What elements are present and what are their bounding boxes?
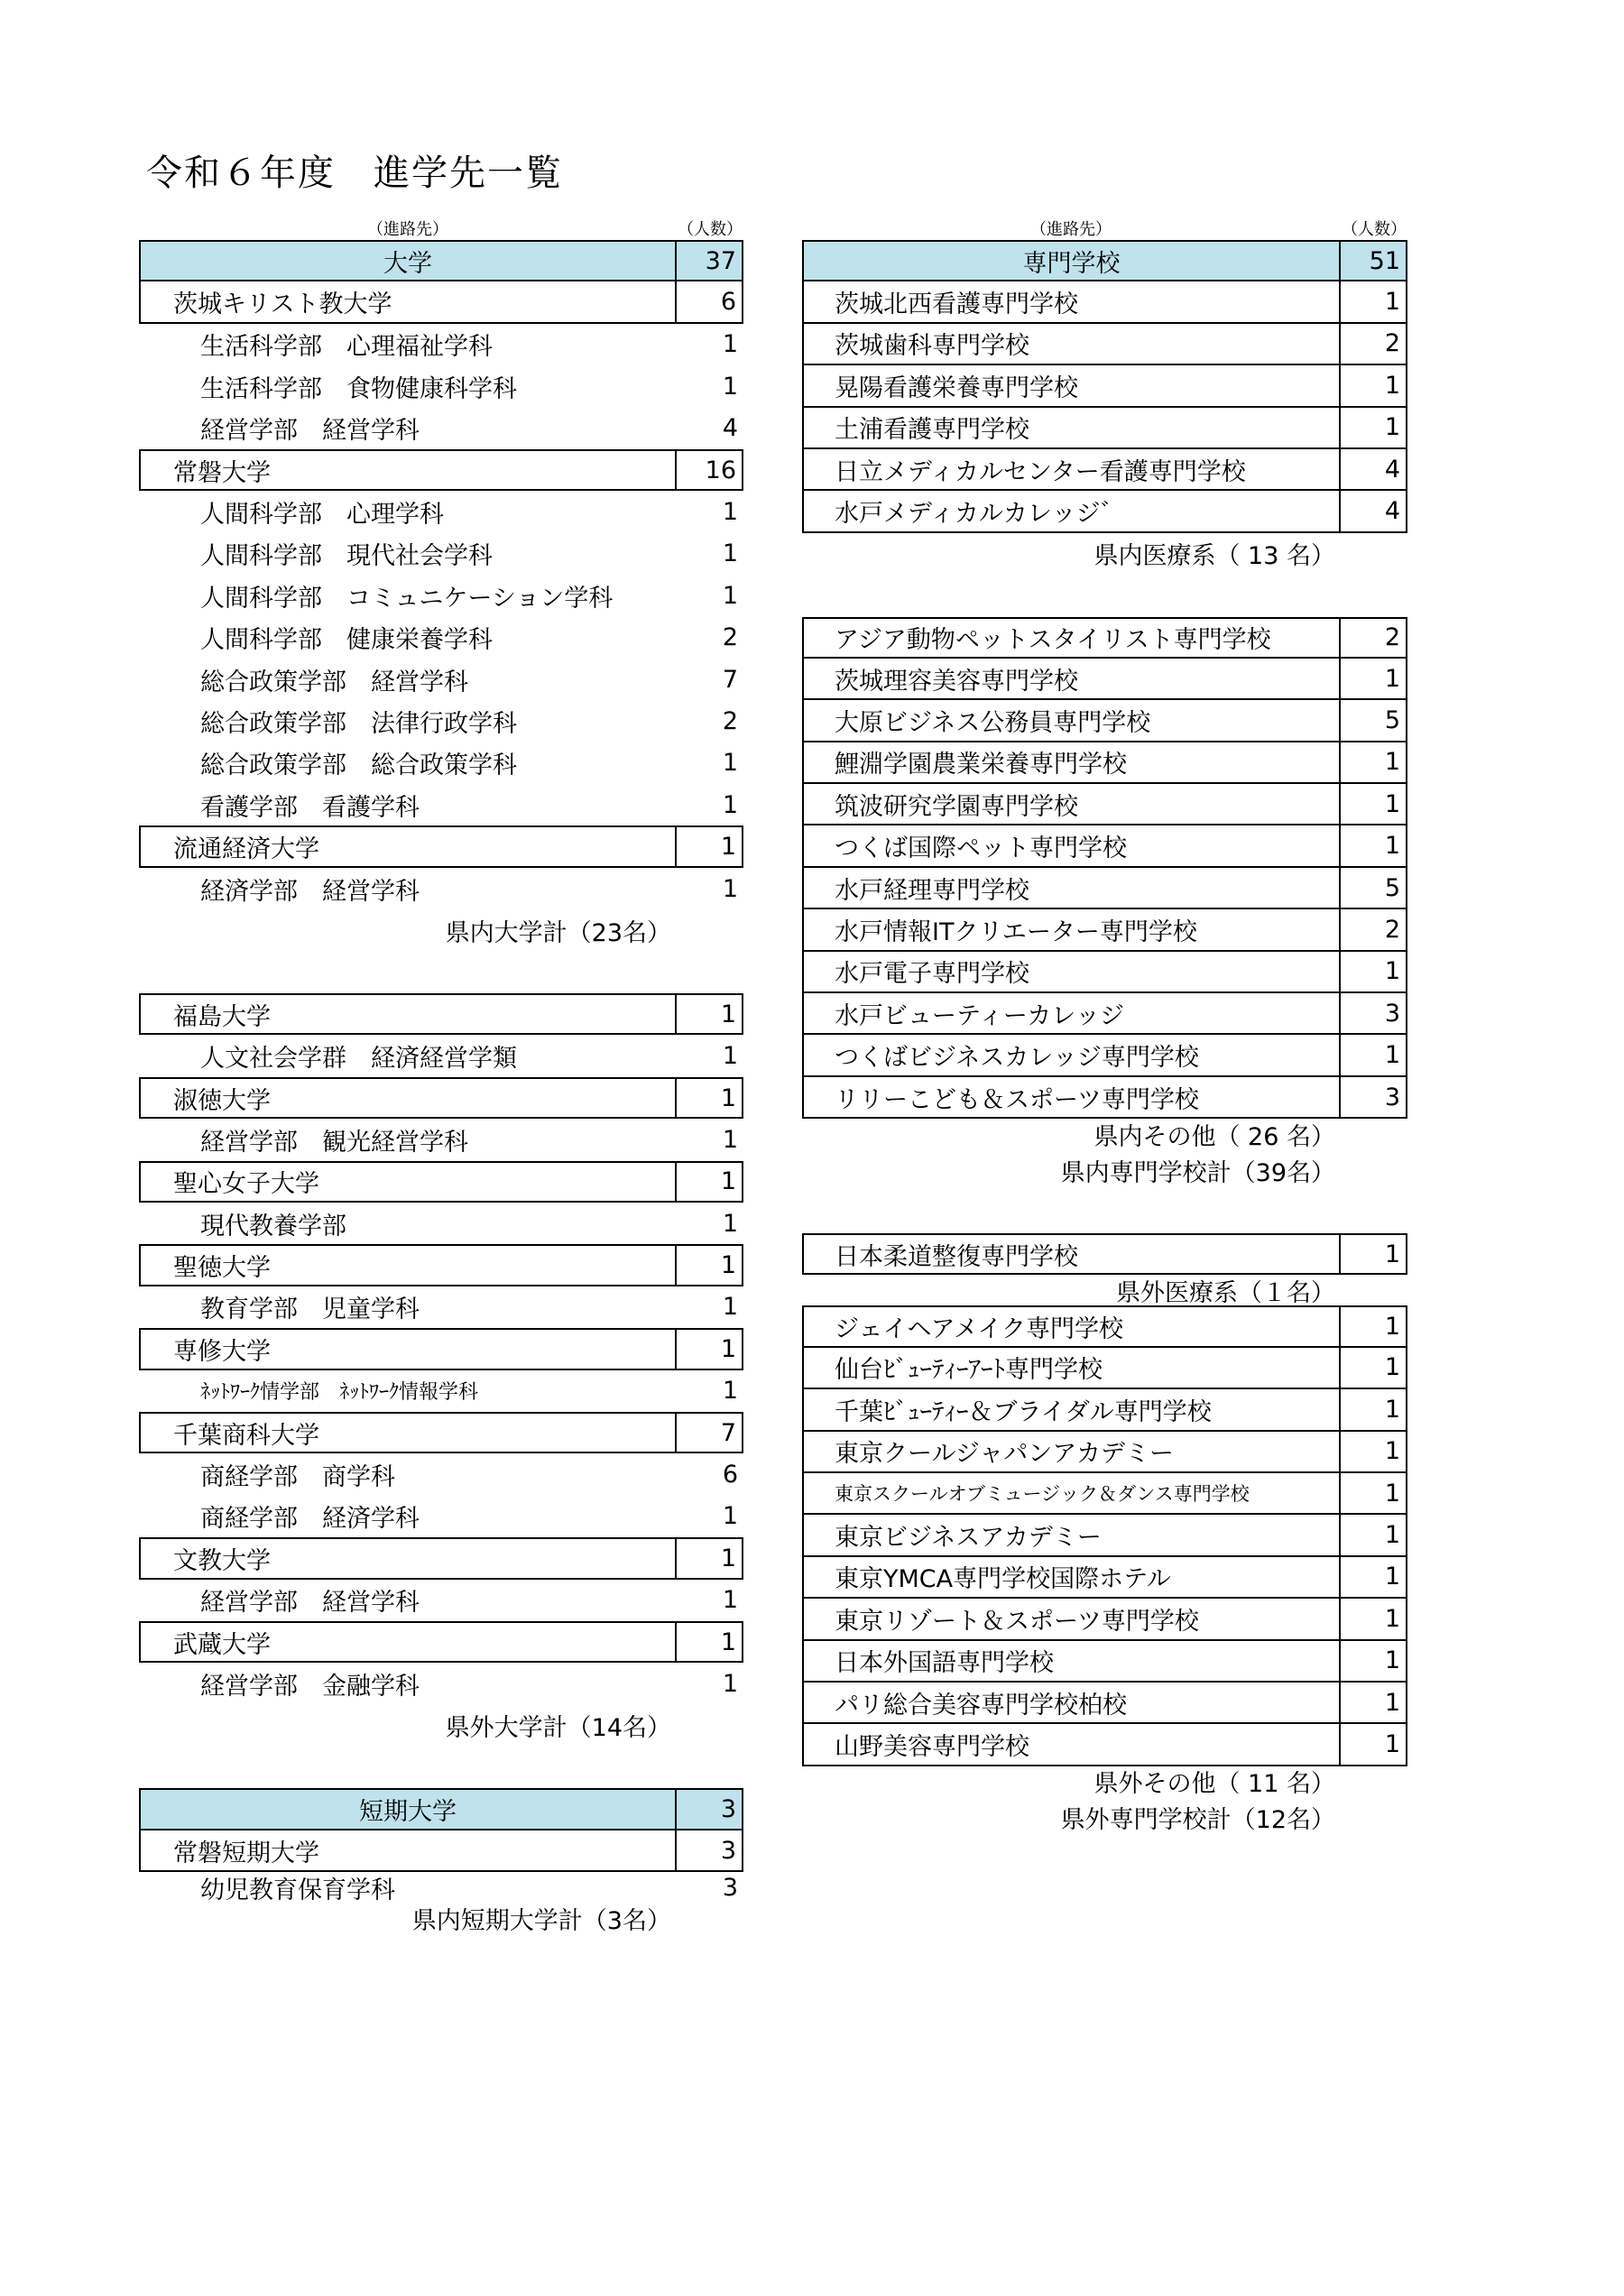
student-count: 1 xyxy=(675,1539,742,1577)
school-row xyxy=(139,1621,743,1663)
department-name: 人間科学部 現代社会学科 xyxy=(200,542,493,571)
department-name: 経営学部 金融学科 xyxy=(200,1672,420,1701)
school-name: 日本柔道整復専門学校 xyxy=(835,1242,1078,1271)
school-row xyxy=(802,993,1407,1035)
student-count: 1 xyxy=(722,749,738,778)
school-row xyxy=(802,909,1407,951)
student-count: 5 xyxy=(1339,868,1406,908)
school-row xyxy=(802,1305,1407,1347)
school-row xyxy=(802,617,1407,659)
department-name: 幼児教育保育学科 xyxy=(200,1876,395,1904)
department-name: 経済学部 経営学科 xyxy=(200,877,420,906)
student-count: 1 xyxy=(1339,659,1406,698)
student-count: 51 xyxy=(1339,242,1406,280)
school-name: 鯉淵学園農業栄養専門学校 xyxy=(835,751,1127,779)
student-count: 2 xyxy=(722,623,738,652)
school-name: 日本外国語専門学校 xyxy=(835,1649,1054,1678)
department-row xyxy=(139,617,743,659)
student-count: 6 xyxy=(722,1461,738,1489)
department-name: 商経学部 商学科 xyxy=(200,1463,395,1492)
school-row xyxy=(802,742,1407,784)
subtotal-label xyxy=(139,1705,743,1747)
student-count: 7 xyxy=(675,1414,742,1452)
school-row xyxy=(139,1077,743,1119)
school-name: 東京クールジャパンアカデミー xyxy=(835,1440,1174,1469)
department-row xyxy=(139,742,743,784)
school-row xyxy=(802,408,1407,449)
school-row xyxy=(802,281,1407,323)
subtotal-label xyxy=(802,1275,1407,1305)
school-row xyxy=(802,784,1407,825)
student-count: 1 xyxy=(722,1293,738,1322)
student-count: 1 xyxy=(675,1079,742,1117)
school-name: 常磐短期大学 xyxy=(173,1839,319,1867)
school-row xyxy=(802,1724,1407,1766)
subtotal-label xyxy=(802,1797,1407,1839)
school-name: リリーこども＆スポーツ専門学校 xyxy=(835,1085,1199,1114)
spacer xyxy=(139,1747,743,1788)
school-row xyxy=(802,1641,1407,1683)
school-name: 聖徳大学 xyxy=(173,1254,271,1283)
category-name: 大学 xyxy=(383,249,432,278)
school-row xyxy=(139,281,743,323)
school-row xyxy=(802,491,1407,532)
school-name: パリ総合美容専門学校柏校 xyxy=(835,1691,1127,1720)
school-row xyxy=(139,1412,743,1453)
school-name: 常磐大学 xyxy=(173,458,271,487)
header-count: （人数） xyxy=(678,220,743,239)
school-row xyxy=(802,952,1407,993)
school-row xyxy=(802,1348,1407,1389)
school-row xyxy=(802,1432,1407,1473)
department-row xyxy=(139,1496,743,1537)
school-name: 東京ビジネスアカデミー xyxy=(835,1524,1102,1553)
school-name: 千葉ﾋﾞｭｰﾃｨｰ＆ブライダル専門学校 xyxy=(835,1397,1212,1426)
department-row xyxy=(139,408,743,449)
subtotal-text: 県外その他（ 11 名） xyxy=(1093,1770,1335,1799)
school-name: 山野美容専門学校 xyxy=(835,1732,1029,1761)
department-row xyxy=(139,1035,743,1076)
department-row xyxy=(139,1872,743,1903)
school-name: 大原ビジネス公務員専門学校 xyxy=(835,708,1151,737)
department-row xyxy=(139,1370,743,1412)
department-row xyxy=(139,1453,743,1495)
department-name: 人間科学部 健康栄養学科 xyxy=(200,626,493,655)
school-name: 日立メディカルセンター看護専門学校 xyxy=(835,457,1246,486)
column-header xyxy=(802,213,1407,240)
school-row xyxy=(802,825,1407,867)
school-name: 東京スクールオブミュージック＆ダンス専門学校 xyxy=(835,1483,1250,1506)
school-row xyxy=(802,659,1407,700)
school-name: 水戸経理専門学校 xyxy=(835,876,1029,905)
subtotal-text: 県内その他（ 26 名） xyxy=(1093,1122,1335,1151)
school-row xyxy=(802,1077,1407,1119)
column-header xyxy=(139,213,743,240)
school-name: 武蔵大学 xyxy=(173,1630,271,1659)
student-count: 7 xyxy=(722,665,738,694)
department-name: 人間科学部 心理学科 xyxy=(200,501,444,530)
student-count: 1 xyxy=(1339,825,1406,865)
department-name: 現代教養学部 xyxy=(200,1212,346,1240)
student-count: 1 xyxy=(1339,1307,1406,1345)
subtotal-text: 県外医療系（１名） xyxy=(1116,1278,1335,1307)
department-row xyxy=(139,1580,743,1621)
school-name: 水戸メディカルカレッジ゛ xyxy=(835,500,1125,529)
spacer xyxy=(139,952,743,993)
student-count: 3 xyxy=(1339,1077,1406,1117)
student-count: 1 xyxy=(1339,1641,1406,1681)
school-name: アジア動物ペットスタイリスト専門学校 xyxy=(835,626,1271,655)
department-name: 総合政策学部 経営学科 xyxy=(200,668,468,696)
school-name: 茨城理容美容専門学校 xyxy=(835,667,1078,696)
department-row xyxy=(139,1203,743,1244)
student-count: 1 xyxy=(1339,281,1406,321)
category-header xyxy=(139,1788,743,1830)
subtotal-text: 県内専門学校計（39名） xyxy=(1060,1158,1335,1187)
school-name: 淑徳大学 xyxy=(173,1086,271,1115)
student-count: 1 xyxy=(675,1623,742,1661)
department-name: 生活科学部 心理福祉学科 xyxy=(200,333,493,362)
student-count: 1 xyxy=(722,372,738,401)
subtotal-text: 県外大学計（14名） xyxy=(445,1714,671,1743)
student-count: 16 xyxy=(675,451,742,489)
school-name: 晃陽看護栄養専門学校 xyxy=(835,373,1078,402)
department-row xyxy=(139,1663,743,1704)
department-name: 経営学部 経営学科 xyxy=(200,1589,420,1618)
school-name: 茨城北西看護専門学校 xyxy=(835,290,1078,319)
category-name: 専門学校 xyxy=(1022,249,1121,278)
department-name: 人文社会学群 経済経営学類 xyxy=(200,1045,517,1074)
student-count: 1 xyxy=(1339,952,1406,991)
page-title: 令和６年度 進学先一覧 xyxy=(146,152,563,194)
student-count: 4 xyxy=(1339,449,1406,489)
department-row xyxy=(139,659,743,700)
subtotal-label xyxy=(802,1766,1407,1797)
category-name: 短期大学 xyxy=(359,1798,457,1827)
student-count: 1 xyxy=(675,1246,742,1284)
school-row xyxy=(802,1473,1407,1515)
student-count: 3 xyxy=(675,1830,742,1870)
school-row xyxy=(139,1328,743,1369)
subtotal-label xyxy=(139,1903,743,1933)
school-name: つくば国際ペット専門学校 xyxy=(835,834,1127,863)
header-destination: （進路先） xyxy=(367,220,448,239)
school-row xyxy=(139,1244,743,1286)
student-count: 2 xyxy=(1339,909,1406,949)
student-count: 3 xyxy=(1339,993,1406,1033)
student-count: 6 xyxy=(675,281,742,321)
student-count: 1 xyxy=(1339,1389,1406,1429)
student-count: 1 xyxy=(722,539,738,568)
department-row xyxy=(139,491,743,532)
school-row xyxy=(802,1557,1407,1599)
student-count: 2 xyxy=(722,706,738,735)
school-name: 茨城歯科専門学校 xyxy=(835,332,1029,361)
department-row xyxy=(139,784,743,825)
category-header xyxy=(139,240,743,281)
subtotal-text: 県内大学計（23名） xyxy=(445,918,671,947)
student-count: 1 xyxy=(1339,1599,1406,1638)
student-count: 1 xyxy=(675,1163,742,1201)
school-name: つくばビジネスカレッジ専門学校 xyxy=(835,1044,1199,1073)
school-name: 水戸ビューティーカレッジ xyxy=(835,1001,1125,1030)
student-count: 1 xyxy=(1339,408,1406,447)
school-row xyxy=(802,365,1407,407)
student-count: 1 xyxy=(722,1042,738,1071)
department-row xyxy=(139,868,743,909)
school-row xyxy=(139,825,743,867)
student-count: 1 xyxy=(1339,1557,1406,1597)
department-row xyxy=(139,575,743,616)
school-name: 専修大学 xyxy=(173,1337,271,1366)
school-row xyxy=(802,1233,1407,1275)
school-name: 東京リゾート＆スポーツ専門学校 xyxy=(835,1607,1199,1636)
subtotal-label xyxy=(802,533,1407,575)
spacer xyxy=(802,575,1407,616)
student-count: 1 xyxy=(675,827,742,865)
student-count: 1 xyxy=(722,330,738,359)
university-column xyxy=(139,213,743,1933)
student-count: 4 xyxy=(1339,491,1406,530)
department-name: 看護学部 看護学科 xyxy=(200,793,420,822)
school-name: 土浦看護専門学校 xyxy=(835,416,1029,445)
student-count: 1 xyxy=(722,581,738,610)
school-row xyxy=(139,449,743,491)
student-count: 1 xyxy=(722,874,738,903)
school-row xyxy=(802,700,1407,742)
subtotal-label xyxy=(139,909,743,951)
student-count: 1 xyxy=(722,1586,738,1615)
school-row xyxy=(802,1389,1407,1431)
department-name: 経営学部 観光経営学科 xyxy=(200,1128,468,1157)
subtotal-label xyxy=(802,1149,1407,1191)
department-name: 経営学部 経営学科 xyxy=(200,417,420,446)
student-count: 1 xyxy=(675,995,742,1033)
school-row xyxy=(139,1830,743,1872)
student-count: 1 xyxy=(722,1377,738,1406)
department-row xyxy=(139,1119,743,1160)
department-name: ﾈｯﾄﾜｰｸ情学部 ﾈｯﾄﾜｰｸ情報学科 xyxy=(200,1381,479,1405)
student-count: 1 xyxy=(1339,1432,1406,1471)
student-count: 3 xyxy=(675,1790,742,1828)
student-count: 1 xyxy=(722,1669,738,1698)
student-count: 2 xyxy=(1339,619,1406,657)
school-row xyxy=(802,868,1407,909)
school-name: 水戸電子専門学校 xyxy=(835,960,1029,989)
department-name: 教育学部 児童学科 xyxy=(200,1296,420,1324)
student-count: 5 xyxy=(1339,700,1406,740)
school-row xyxy=(802,1515,1407,1556)
student-count: 1 xyxy=(722,498,738,527)
department-row xyxy=(139,1286,743,1328)
student-count: 4 xyxy=(722,414,738,443)
student-count: 1 xyxy=(1339,1683,1406,1722)
student-count: 1 xyxy=(1339,1035,1406,1074)
department-name: 生活科学部 食物健康科学科 xyxy=(200,374,517,403)
school-row xyxy=(802,1035,1407,1076)
department-name: 総合政策学部 法律行政学科 xyxy=(200,709,517,738)
student-count: 1 xyxy=(1339,784,1406,824)
subtotal-label xyxy=(802,1119,1407,1149)
student-count: 2 xyxy=(1339,324,1406,364)
category-header xyxy=(802,240,1407,281)
spacer xyxy=(802,1192,1407,1233)
school-name: 文教大学 xyxy=(173,1546,271,1575)
school-name: 水戸情報ITクリエーター専門学校 xyxy=(835,917,1197,946)
student-count: 1 xyxy=(1339,1348,1406,1388)
school-row xyxy=(802,324,1407,365)
school-name: 福島大学 xyxy=(173,1002,271,1031)
school-name: 流通経済大学 xyxy=(173,835,319,864)
school-name: 東京YMCA専門学校国際ホテル xyxy=(835,1565,1171,1594)
student-count: 3 xyxy=(722,1873,738,1902)
school-row xyxy=(139,1161,743,1203)
school-name: 聖心女子大学 xyxy=(173,1170,319,1199)
student-count: 1 xyxy=(1339,365,1406,405)
school-row xyxy=(139,993,743,1035)
department-row xyxy=(139,700,743,742)
school-name: ジェイヘアメイク専門学校 xyxy=(835,1315,1123,1344)
school-name: 仙台ﾋﾞｭｰﾃｨｰｱｰﾄ専門学校 xyxy=(835,1356,1103,1385)
student-count: 1 xyxy=(675,1330,742,1368)
school-name: 千葉商科大学 xyxy=(173,1421,319,1450)
subtotal-text: 県外専門学校計（12名） xyxy=(1060,1806,1335,1835)
department-name: 人間科学部 コミュニケーション学科 xyxy=(200,584,614,613)
student-count: 1 xyxy=(1339,1724,1406,1764)
subtotal-text: 県内医療系（ 13 名） xyxy=(1093,542,1335,571)
student-count: 1 xyxy=(1339,1473,1406,1513)
header-destination: （進路先） xyxy=(1030,220,1112,239)
vocational-column xyxy=(802,213,1407,1839)
university-list xyxy=(139,240,743,1933)
student-count: 37 xyxy=(675,242,742,280)
header-count: （人数） xyxy=(1342,220,1407,239)
department-row xyxy=(139,365,743,407)
school-row xyxy=(802,1599,1407,1640)
student-count: 1 xyxy=(722,1502,738,1531)
student-count: 1 xyxy=(722,1209,738,1238)
student-count: 1 xyxy=(1339,1515,1406,1554)
department-name: 商経学部 経済学科 xyxy=(200,1505,420,1534)
subtotal-text: 県内短期大学計（3名） xyxy=(411,1906,671,1935)
school-row xyxy=(139,1537,743,1579)
school-name: 筑波研究学園専門学校 xyxy=(835,792,1078,821)
school-row xyxy=(802,449,1407,491)
department-row xyxy=(139,324,743,365)
student-count: 1 xyxy=(722,790,738,819)
student-count: 1 xyxy=(1339,742,1406,782)
student-count: 1 xyxy=(722,1125,738,1154)
school-row xyxy=(802,1683,1407,1724)
school-name: 茨城キリスト教大学 xyxy=(173,290,392,319)
department-name: 総合政策学部 総合政策学科 xyxy=(200,752,517,780)
student-count: 1 xyxy=(1339,1235,1406,1273)
vocational-list xyxy=(802,240,1407,1839)
department-row xyxy=(139,533,743,575)
